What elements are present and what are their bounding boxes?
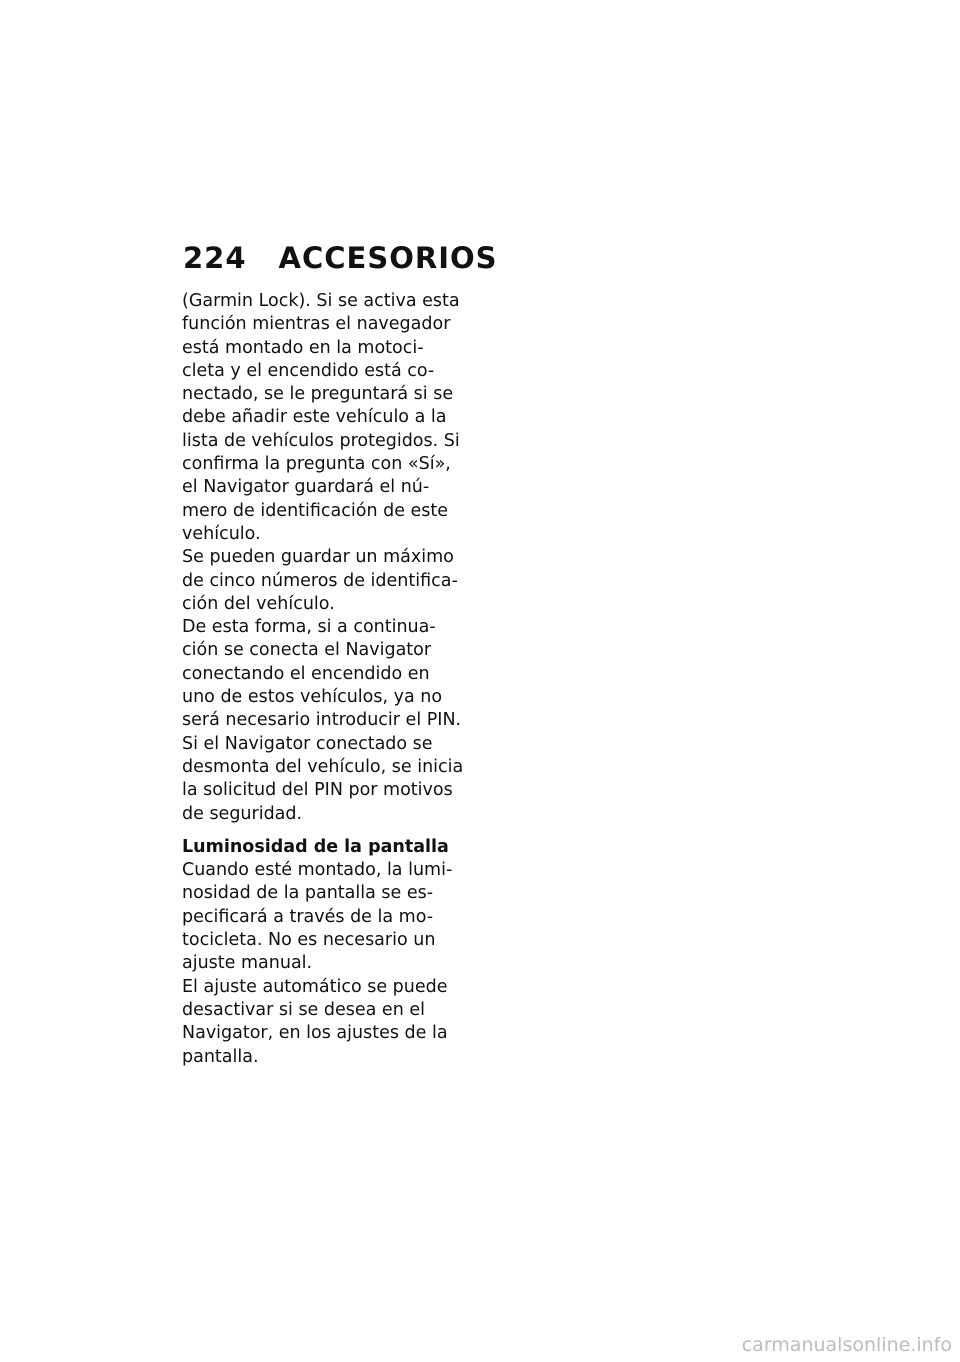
section-line: Cuando esté montado, la lumi- — [182, 860, 453, 881]
page-number: 224 — [183, 241, 247, 275]
page-header — [183, 238, 498, 278]
body-line: ción se conecta el Navigator — [182, 640, 432, 661]
body-line: Si el Navigator conectado se — [182, 733, 433, 754]
body-line: lista de vehículos protegidos. Si — [182, 430, 460, 451]
body-line: la solicitud del PIN por motivos — [182, 780, 453, 801]
section-line: El ajuste automático se puede — [182, 976, 448, 997]
section-line: desactivar si se desea en el — [182, 999, 425, 1020]
body-line: mero de identificación de este — [182, 500, 449, 521]
body-line: de seguridad. — [182, 803, 303, 824]
body-line: de cinco números de identifica- — [182, 570, 458, 591]
body-text — [182, 290, 462, 1069]
body-line: ción del vehículo. — [182, 593, 335, 614]
body-line: desmonta del vehículo, se inicia — [182, 756, 464, 777]
body-line: será necesario introducir el PIN. — [182, 710, 462, 731]
body-line: función mientras el navegador — [182, 314, 451, 335]
body-line: uno de estos vehículos, ya no — [182, 687, 443, 708]
body-line: cleta y el encendido está co- — [182, 360, 435, 381]
body-line: está montado en la motoci- — [182, 337, 424, 358]
body-line: nectado, se le preguntará si se — [182, 384, 454, 405]
body-line: (Garmin Lock). Si se activa esta — [182, 291, 460, 311]
body-line: De esta forma, si a continua- — [182, 617, 436, 638]
section-line: pantalla. — [182, 1046, 259, 1067]
body-line: debe añadir este vehículo a la — [182, 407, 447, 428]
section-line: Navigator, en los ajustes de la — [182, 1023, 448, 1044]
body-line: conectando el encendido en — [182, 663, 430, 684]
section-heading: Luminosidad de la pantalla — [182, 836, 449, 857]
body-line: Se pueden guardar un máximo — [182, 547, 454, 568]
footer-watermark: carmanualsonline.info — [741, 1334, 952, 1356]
section-title: ACCESORIOS — [278, 241, 498, 275]
section-line: pecificará a través de la mo- — [182, 906, 434, 927]
section-line: nosidad de la pantalla se es- — [182, 883, 434, 904]
section-line: ajuste manual. — [182, 953, 313, 974]
body-line: el Navigator guardará el nú- — [182, 477, 430, 498]
body-line: vehículo. — [182, 523, 261, 544]
section-line: tocicleta. No es necesario un — [182, 930, 436, 951]
body-line: confirma la pregunta con «Sí», — [182, 454, 451, 475]
